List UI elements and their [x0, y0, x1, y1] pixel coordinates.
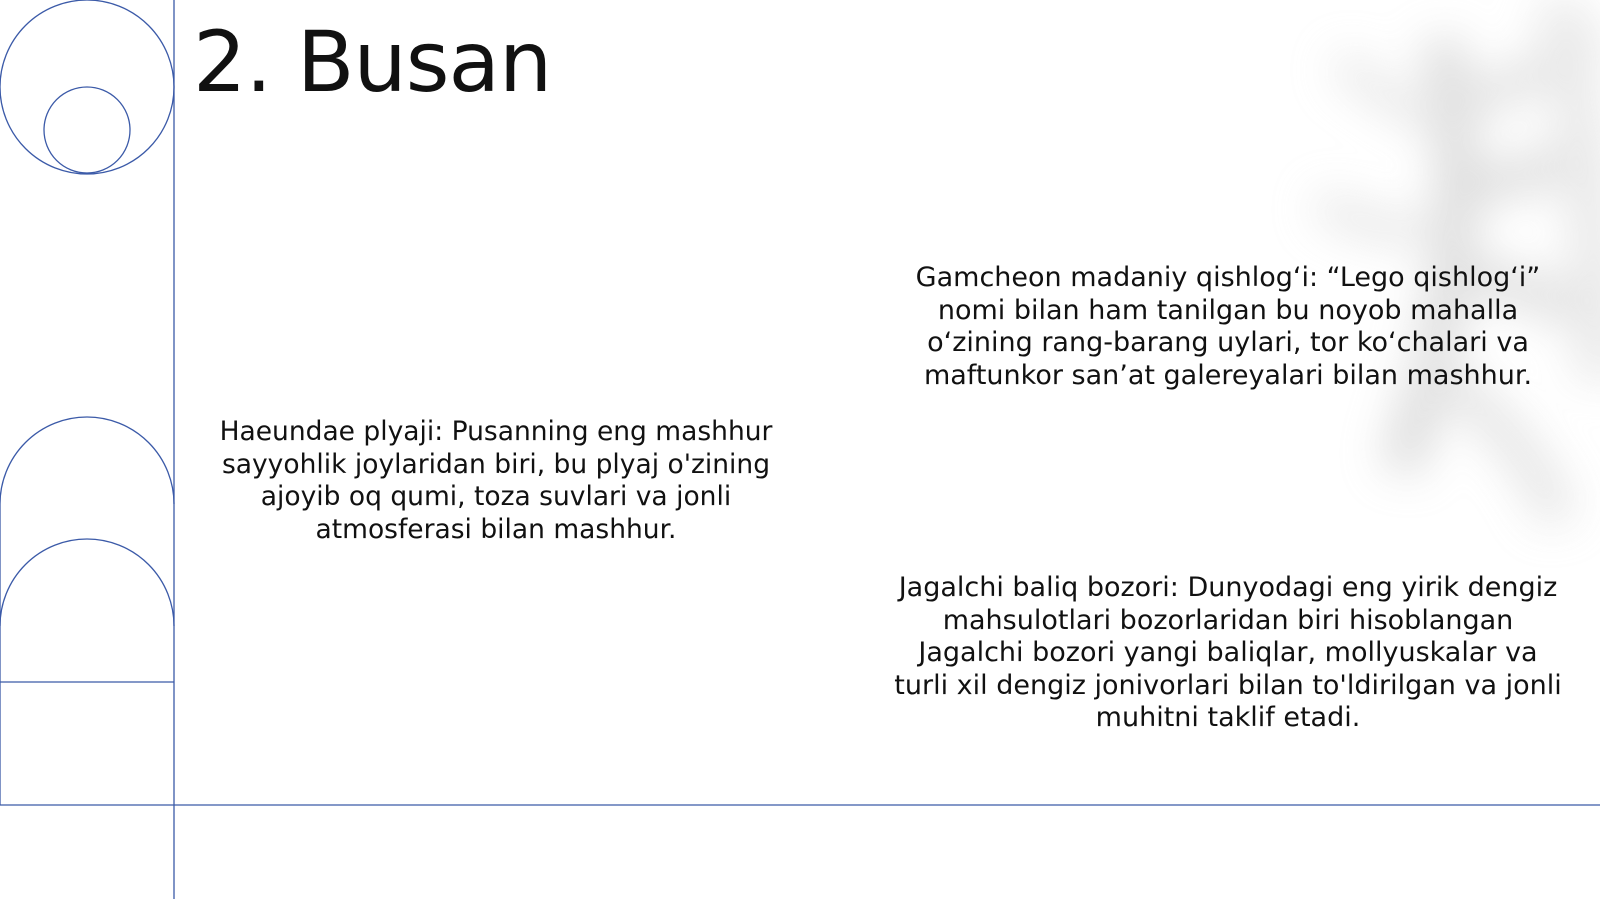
lower-arch-outline: [0, 539, 174, 626]
gamcheon-paragraph: Gamcheon madaniy qishlog‘i: “Lego qishlog‘i” nomi bilan ham tanilgan bu noyob mahalla o‘zining rang-barang uylari, tor ko‘chalari va maftunkor san’at galereyalari bilan mashhur.: [915, 262, 1541, 391]
haeundae-paragraph: Haeundae plyaji: Pusanning eng mashhur sayyohlik joylaridan biri, bu plyaj o'zining ajoyib oq qumi, toza suvlari va jonli atmosferasi bilan mashhur.: [219, 416, 773, 545]
slide-title: 2. Busan: [193, 13, 552, 111]
leaf-shadow: [1320, 0, 1600, 520]
small-circle-outline: [44, 87, 130, 173]
jagalchi-paragraph: Jagalchi baliq bozori: Dunyodagi eng yirik dengiz mahsulotlari bozorlaridan biri hisoblangan Jagalchi bozori yangi baliqlar, mollyuskalar va turli xil dengiz jonivorlari bilan to'ldirilgan va jonli muhitni taklif etadi.: [894, 572, 1562, 733]
upper-arch-outline: [0, 417, 174, 504]
